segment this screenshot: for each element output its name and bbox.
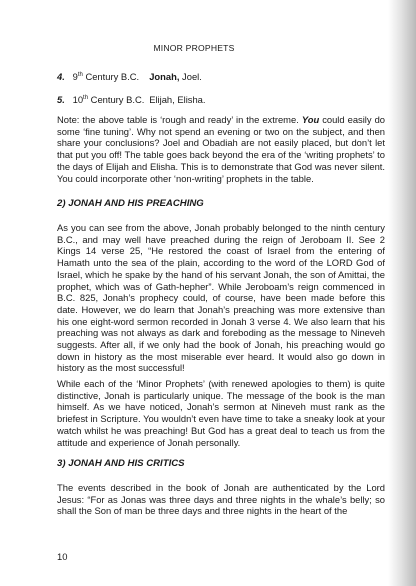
section-heading: 3) JONAH AND HIS CRITICS xyxy=(57,458,185,469)
section-heading: 2) JONAH AND HIS PREACHING xyxy=(57,198,204,209)
row-century xyxy=(73,71,147,82)
body-paragraph: The events described in the book of Jonah are authenticated by the Lord Jesus: “For as Jonas was three days and three nights in the whale’s belly; so shall the Son of man be three days and three nights in the heart of the xyxy=(57,482,385,517)
row-number: 4. xyxy=(57,71,65,82)
page-edge-shadow xyxy=(388,0,416,586)
table-row xyxy=(57,94,206,105)
page-number: 10 xyxy=(57,551,68,562)
century-text: Century B.C. xyxy=(88,94,145,105)
body-paragraph: As you can see from the above, Jonah probably belonged to the ninth century B.C., and may well have preached during the reign of Jeroboam II. See 2 Kings 14 verse 25, “He restored the coast of Israel from the entering of Hamath unto the sea of the plain, according to the word of the LORD God of Israel, which he spake by the hand of his servant Jonah, the son of Amittai, the prophet, which was of Gath-hepher”. While Jeroboam’s reign commenced in B.C. 825, Jonah’s prophecy could, of course, have been made before this date. However, we do learn that Jonah’s preaching was more extensive than his one eight-word sermon recorded in Jonah 3 verse 4. We also learn that his preaching was not always as dark and foreboding as the message to Nineveh suggests. After all, if we only had the book of Jonah, his preaching would go down in history as the most miserable ever heard. It would also go down in history as the most successful! xyxy=(57,222,385,374)
row-number: 5. xyxy=(57,94,65,105)
note-text-cont: could easily do some ‘fine tuning’. Why not spend an evening or two on the subject, and then share your conclusions? Joel and Obadiah are not easily placed, but don’t let that put you off! The table goes back beyond the era of the ‘writing prophets’ to the days of Elijah and Elisha. This is to demonstrate that God was never silent. You could incorporate other ‘non-writing’ prophets in the table. xyxy=(57,114,386,184)
row-prophets: Joel. xyxy=(179,71,202,82)
running-head: MINOR PROPHETS xyxy=(153,43,235,53)
note-emphasis: You xyxy=(301,114,320,125)
table-row xyxy=(57,71,202,82)
body-paragraph: While each of the ‘Minor Prophets’ (with renewed apologies to them) is quite distinctive, Jonah is particularly unique. The message of the book is the man himself. As we have noticed, Jonah’s sermon at Nineveh must rank as the briefest in Scripture. You wouldn’t even have time to take a sneaky look at your watch whilst he was preaching! But God has a great deal to teach us from the attitude and experience of Jonah personally. xyxy=(57,378,385,448)
century-ordinal: 9 xyxy=(72,71,78,82)
ordinal-suffix: th xyxy=(83,94,89,101)
century-text: Century B.C. xyxy=(82,71,140,82)
row-prophets: Elijah, Elisha. xyxy=(149,94,206,105)
note-text: Note: the above table is ‘rough and ready’ in the extreme. xyxy=(57,114,302,125)
note-paragraph xyxy=(57,114,385,184)
row-century xyxy=(73,94,147,105)
ordinal-suffix: th xyxy=(77,71,83,78)
row-prophet-bold: Jonah, xyxy=(149,71,180,82)
century-ordinal: 10 xyxy=(72,94,84,105)
